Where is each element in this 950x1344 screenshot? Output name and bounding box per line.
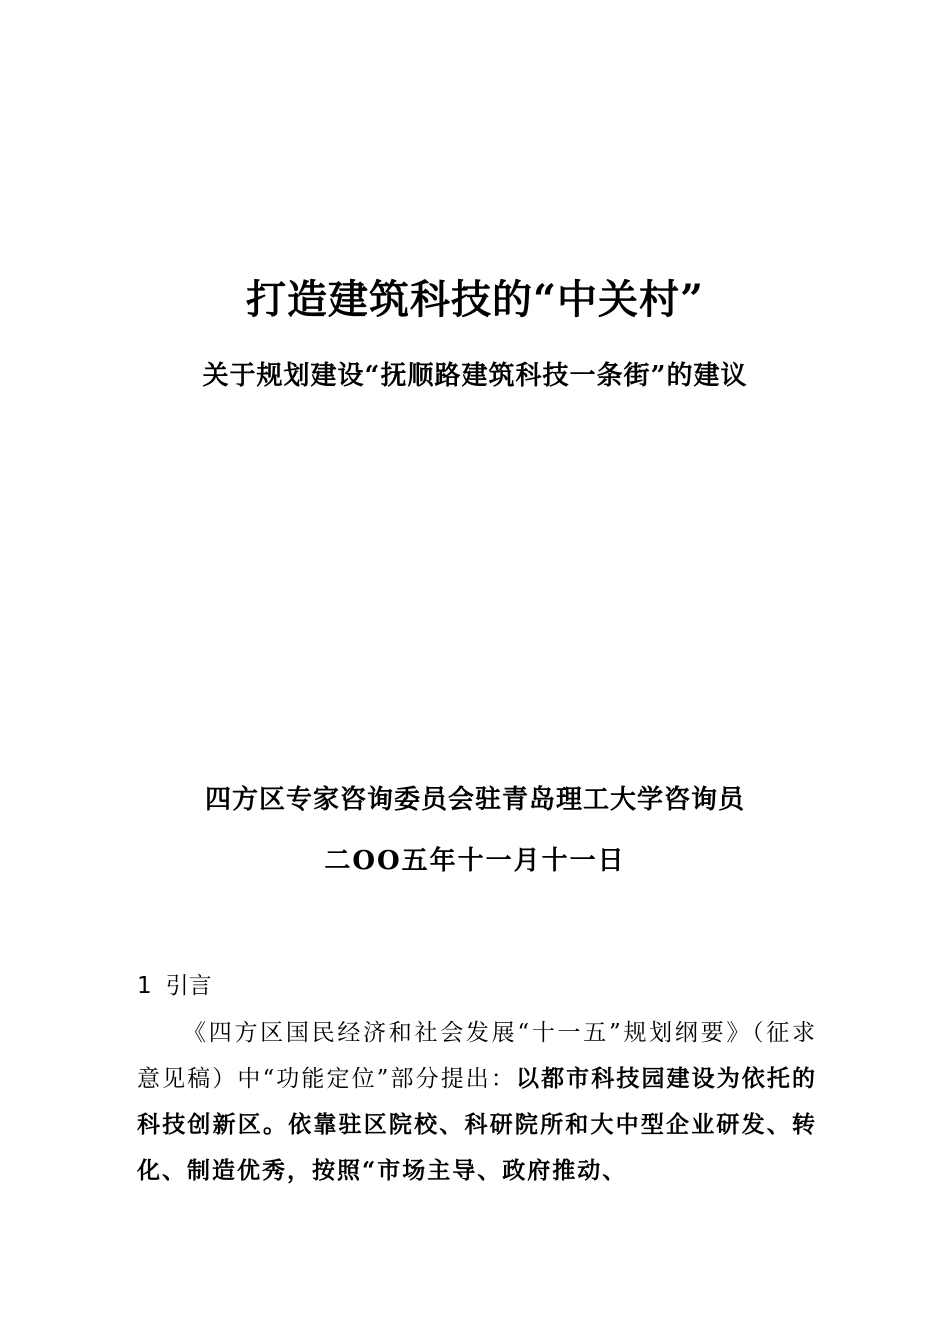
document-subtitle: 关于规划建设“抚顺路建筑科技一条街”的建议 [202, 361, 748, 391]
section-title: 引言 [165, 973, 212, 999]
paragraph-bold-text: 以都市科技园建设为依托的科技创新区。依靠驻区院校、科研院所和大中型企业研发、转化、制造优秀，按照“市场主导、政府推动、 [137, 1065, 817, 1184]
paragraph-normal-text: 《四方区国民经济和社会发展“十一五”规划纲要》（征求意见稿）中“功能定位”部分提出： [137, 1020, 817, 1092]
document-date: 二OO五年十一月十一日 [324, 846, 626, 876]
body-paragraph [137, 1010, 817, 1194]
document-author: 四方区专家咨询委员会驻青岛理工大学咨询员 [204, 785, 745, 815]
section-heading [137, 968, 212, 1004]
document-title: 打造建筑科技的“中关村” [245, 276, 704, 323]
section-number: 1 [137, 973, 152, 999]
